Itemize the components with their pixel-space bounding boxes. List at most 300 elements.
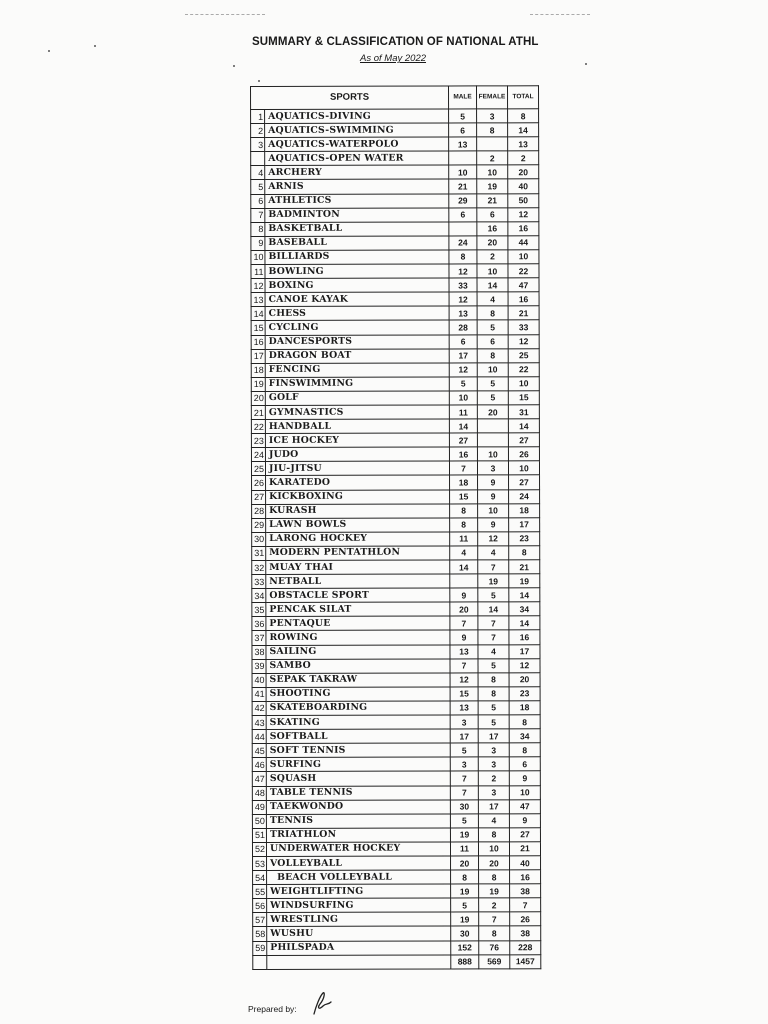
- total-male: 888: [451, 955, 479, 969]
- male-count: 29: [449, 193, 477, 207]
- female-count: 8: [478, 828, 509, 842]
- female-count: 3: [478, 757, 509, 771]
- table-row: [252, 602, 540, 617]
- female-count: 8: [477, 123, 508, 137]
- male-count: 7: [450, 616, 478, 630]
- table-row: [251, 405, 539, 420]
- total-count: 24: [509, 489, 540, 503]
- table-row: [251, 278, 539, 293]
- row-number: [251, 152, 265, 166]
- row-number: 31: [252, 546, 266, 560]
- row-number: 29: [252, 518, 266, 532]
- female-count: 5: [477, 391, 508, 405]
- total-count: 20: [508, 165, 539, 179]
- table-row: [251, 179, 539, 194]
- female-count: 10: [477, 447, 508, 461]
- female-count: 4: [477, 292, 508, 306]
- female-count: 3: [478, 785, 509, 799]
- male-count: 8: [449, 250, 477, 264]
- male-count: 27: [449, 433, 477, 447]
- scan-speck: [585, 63, 587, 65]
- table-row: [251, 306, 539, 321]
- total-count: 2: [508, 151, 539, 165]
- table-row: [252, 588, 540, 603]
- row-number: 7: [251, 208, 265, 222]
- male-count: 14: [450, 560, 478, 574]
- sport-name: ICE HOCKEY: [265, 433, 449, 448]
- sport-name: SAMBO: [266, 659, 450, 674]
- male-count: 6: [449, 208, 477, 222]
- row-number: 27: [252, 490, 266, 504]
- table-row: [252, 813, 540, 828]
- total-count: 14: [508, 123, 539, 137]
- female-count: 20: [479, 856, 510, 870]
- male-count: 5: [450, 743, 478, 757]
- total-count: 14: [508, 419, 539, 433]
- row-number: 10: [251, 250, 265, 264]
- male-count: 13: [449, 306, 477, 320]
- scan-speck: [233, 65, 235, 67]
- row-number: 49: [252, 800, 266, 814]
- female-count: 10: [477, 165, 508, 179]
- sport-name: DRAGON BOAT: [265, 349, 449, 364]
- female-count: 5: [478, 701, 509, 715]
- athletes-table: [250, 85, 541, 969]
- row-number: 55: [253, 885, 267, 899]
- table-row: [251, 433, 539, 448]
- total-count: 8: [508, 109, 539, 123]
- table-row: [251, 447, 539, 462]
- row-number: 36: [252, 617, 266, 631]
- female-count: 19: [478, 574, 509, 588]
- sport-name: ATHLETICS: [265, 194, 449, 209]
- row-number: 47: [252, 772, 266, 786]
- table-row: [252, 771, 540, 786]
- sport-name: KURASH: [266, 504, 450, 519]
- male-count: 30: [451, 926, 479, 940]
- document-subtitle: As of May 2022: [360, 53, 427, 64]
- female-count: [477, 433, 508, 447]
- table-row: [251, 193, 539, 208]
- table-row: [253, 912, 541, 927]
- male-count: 6: [449, 123, 477, 137]
- row-number: 18: [251, 363, 265, 377]
- total-count: 26: [508, 447, 539, 461]
- sport-name: NETBALL: [266, 574, 450, 589]
- sport-name: FINSWIMMING: [265, 377, 449, 392]
- total-count: 8: [509, 743, 540, 757]
- table-row: [251, 419, 539, 434]
- row-number: 16: [251, 335, 265, 349]
- total-count: 7: [510, 898, 541, 912]
- total-count: 21: [508, 306, 539, 320]
- sport-name: AQUATICS-DIVING: [265, 109, 449, 124]
- row-number: 44: [252, 730, 266, 744]
- row-number: 40: [252, 673, 266, 687]
- row-number: 43: [252, 715, 266, 729]
- row-number: 37: [252, 631, 266, 645]
- table-row: [252, 828, 540, 843]
- sport-name: ARCHERY: [265, 165, 449, 180]
- row-number: 32: [252, 560, 266, 574]
- female-count: 8: [478, 687, 509, 701]
- header-male: MALE: [449, 86, 477, 109]
- table-header-row: [251, 86, 539, 110]
- female-count: 8: [479, 926, 510, 940]
- female-count: 6: [477, 207, 508, 221]
- male-count: 16: [449, 447, 477, 461]
- table-row: [251, 123, 539, 138]
- table-row: [252, 743, 540, 758]
- table-row: [253, 940, 541, 955]
- male-count: 8: [451, 870, 479, 884]
- sport-name: JIU-JITSU: [265, 461, 449, 476]
- male-count: 10: [449, 165, 477, 179]
- total-count: 18: [509, 701, 540, 715]
- sport-name: PENTAQUE: [266, 616, 450, 631]
- row-number: 53: [253, 856, 267, 870]
- sport-name: SKATING: [266, 715, 450, 730]
- total-count: 44: [508, 236, 539, 250]
- sport-name: PHILSPADA: [267, 941, 451, 956]
- row-number: 25: [251, 462, 265, 476]
- table-row: [253, 898, 541, 913]
- document-title: SUMMARY & CLASSIFICATION OF NATIONAL ATHL: [252, 36, 539, 48]
- male-count: 24: [449, 236, 477, 250]
- table-row: [252, 503, 540, 518]
- female-count: 5: [478, 588, 509, 602]
- female-count: 16: [477, 222, 508, 236]
- total-count: 14: [509, 588, 540, 602]
- sport-name: BASEBALL: [265, 236, 449, 251]
- table-row: [252, 701, 540, 716]
- scan-artifact-line: [530, 14, 590, 16]
- female-count: 10: [478, 503, 509, 517]
- total-count: 17: [509, 644, 540, 658]
- sport-name: BADMINTON: [265, 208, 449, 223]
- female-count: 5: [477, 320, 508, 334]
- sport-name: TENNIS: [266, 814, 450, 829]
- total-count: 25: [508, 348, 539, 362]
- row-number: 57: [253, 913, 267, 927]
- row-number: 19: [251, 377, 265, 391]
- sport-name: BOWLING: [265, 264, 449, 279]
- row-number: 8: [251, 222, 265, 236]
- row-number: 35: [252, 603, 266, 617]
- row-number: 28: [252, 504, 266, 518]
- male-count: 5: [449, 377, 477, 391]
- female-count: [477, 419, 508, 433]
- total-count: 10: [508, 461, 539, 475]
- sport-name: GOLF: [265, 391, 449, 406]
- sport-name: WINDSURFING: [267, 898, 451, 913]
- female-count: 4: [478, 814, 509, 828]
- male-count: 12: [449, 264, 477, 278]
- table-row: [251, 461, 539, 476]
- total-count: 33: [508, 320, 539, 334]
- row-number: 3: [251, 138, 265, 152]
- male-count: 17: [450, 729, 478, 743]
- row-number: 13: [251, 293, 265, 307]
- total-count: 16: [509, 630, 540, 644]
- row-number: 14: [251, 307, 265, 321]
- male-count: 6: [449, 334, 477, 348]
- table-row: [252, 785, 540, 800]
- totals-label-cell: [267, 955, 451, 970]
- row-number: 4: [251, 166, 265, 180]
- table-row: [251, 362, 539, 377]
- male-count: 19: [451, 884, 479, 898]
- sport-name: BASKETBALL: [265, 222, 449, 237]
- row-number: 52: [252, 842, 266, 856]
- total-count: 38: [510, 926, 541, 940]
- male-count: 5: [449, 109, 477, 123]
- row-number: 46: [252, 758, 266, 772]
- sport-name: SAILING: [266, 645, 450, 660]
- male-count: [450, 574, 478, 588]
- female-count: 4: [478, 644, 509, 658]
- row-number: 50: [252, 814, 266, 828]
- sport-name: FENCING: [265, 363, 449, 378]
- sport-name: GYMNASTICS: [265, 405, 449, 420]
- table-row: [252, 687, 540, 702]
- male-count: 15: [450, 687, 478, 701]
- total-count: 34: [509, 602, 540, 616]
- row-number: 22: [251, 420, 265, 434]
- male-count: 152: [451, 940, 479, 954]
- sport-name: SEPAK TAKRAW: [266, 673, 450, 688]
- total-count: 6: [509, 757, 540, 771]
- female-count: 2: [478, 771, 509, 785]
- table-row: [252, 757, 540, 772]
- sport-name: AQUATICS-WATERPOLO: [265, 137, 449, 152]
- male-count: 30: [450, 799, 478, 813]
- table-row: [252, 475, 540, 490]
- row-number: 5: [251, 180, 265, 194]
- total-count: 34: [509, 729, 540, 743]
- female-count: 14: [478, 602, 509, 616]
- table-row: [251, 221, 539, 236]
- totals-row: [253, 954, 541, 969]
- total-count: 228: [510, 940, 541, 954]
- female-count: 10: [477, 264, 508, 278]
- row-number: 58: [253, 927, 267, 941]
- table-row: [252, 842, 540, 857]
- table-row: [252, 616, 540, 631]
- male-count: 8: [450, 518, 478, 532]
- table-row: [251, 348, 539, 363]
- total-count: 14: [509, 616, 540, 630]
- scan-speck: [94, 45, 96, 47]
- male-count: 5: [450, 814, 478, 828]
- male-count: 4: [450, 546, 478, 560]
- row-number: 41: [252, 687, 266, 701]
- table-row: [252, 658, 540, 673]
- total-count: 12: [508, 334, 539, 348]
- table-row: [251, 377, 539, 392]
- sport-name: OBSTACLE SPORT: [266, 588, 450, 603]
- sport-name: SURFING: [266, 757, 450, 772]
- row-number: 59: [253, 941, 267, 955]
- female-count: 9: [478, 489, 509, 503]
- row-number: 15: [251, 321, 265, 335]
- female-count: 2: [477, 250, 508, 264]
- total-count: 22: [508, 362, 539, 376]
- sport-name: SQUASH: [266, 771, 450, 786]
- table-row: [251, 250, 539, 265]
- table-row: [252, 799, 540, 814]
- male-count: 3: [450, 757, 478, 771]
- male-count: 7: [450, 785, 478, 799]
- female-count: 5: [478, 658, 509, 672]
- total-count: 16: [508, 292, 539, 306]
- row-number: 42: [252, 701, 266, 715]
- table-row: [251, 320, 539, 335]
- male-count: 21: [449, 179, 477, 193]
- row-number: 51: [252, 828, 266, 842]
- row-number: 39: [252, 659, 266, 673]
- table-row: [253, 856, 541, 871]
- female-count: 20: [477, 405, 508, 419]
- female-count: 19: [479, 884, 510, 898]
- male-count: 20: [450, 602, 478, 616]
- total-count: 20: [509, 672, 540, 686]
- female-count: 17: [478, 799, 509, 813]
- male-count: 11: [450, 532, 478, 546]
- row-number: 45: [252, 744, 266, 758]
- row-number: 11: [251, 264, 265, 278]
- table-row: [251, 391, 539, 406]
- male-count: [449, 151, 477, 165]
- table-row: [252, 630, 540, 645]
- male-count: 12: [449, 292, 477, 306]
- table-row: [251, 264, 539, 279]
- male-count: 15: [450, 489, 478, 503]
- female-count: 19: [477, 179, 508, 193]
- female-count: 9: [478, 518, 509, 532]
- row-number: 21: [251, 405, 265, 419]
- table-row: [251, 207, 539, 222]
- total-count: 27: [509, 828, 540, 842]
- male-count: 13: [449, 137, 477, 151]
- female-count: 20: [477, 236, 508, 250]
- table-row: [251, 137, 539, 152]
- table-row: [251, 334, 539, 349]
- row-number: 20: [251, 391, 265, 405]
- table-row: [252, 560, 540, 575]
- header-female: FEMALE: [477, 86, 508, 109]
- total-female: 569: [479, 954, 510, 968]
- total-count: 26: [510, 912, 541, 926]
- male-count: 17: [449, 348, 477, 362]
- male-count: 7: [450, 771, 478, 785]
- row-number: 6: [251, 194, 265, 208]
- female-count: 21: [477, 193, 508, 207]
- total-count: 27: [509, 475, 540, 489]
- row-number: 23: [251, 434, 265, 448]
- table-body: [251, 109, 541, 955]
- table-row: [251, 151, 539, 166]
- row-number: 9: [251, 236, 265, 250]
- table-row: [252, 574, 540, 589]
- male-count: 10: [449, 391, 477, 405]
- female-count: 5: [478, 715, 509, 729]
- row-number: 56: [253, 899, 267, 913]
- female-count: 3: [477, 109, 508, 123]
- male-count: 11: [450, 842, 478, 856]
- female-count: 8: [478, 673, 509, 687]
- male-count: 8: [450, 504, 478, 518]
- scan-artifact-line: [185, 14, 265, 16]
- male-count: 11: [449, 405, 477, 419]
- sport-name: TABLE TENNIS: [266, 785, 450, 800]
- sport-name: HANDBALL: [265, 419, 449, 434]
- sport-name: TRIATHLON: [266, 828, 450, 843]
- female-count: 7: [478, 630, 509, 644]
- sport-name: BEACH VOLLEYBALL: [267, 870, 451, 885]
- total-count: 12: [509, 658, 540, 672]
- total-count: 40: [508, 179, 539, 193]
- row-number: 33: [252, 575, 266, 589]
- row-number: 17: [251, 349, 265, 363]
- row-number: 54: [253, 871, 267, 885]
- sport-name: MUAY THAI: [266, 560, 450, 575]
- male-count: 14: [449, 419, 477, 433]
- sport-name: ARNIS: [265, 179, 449, 194]
- table-row: [253, 870, 541, 885]
- female-count: 8: [479, 870, 510, 884]
- header-total: TOTAL: [508, 86, 539, 109]
- total-count: 19: [509, 574, 540, 588]
- table-row: [253, 926, 541, 941]
- total-count: 13: [508, 137, 539, 151]
- female-count: 7: [478, 616, 509, 630]
- row-number: 38: [252, 645, 266, 659]
- sport-name: CYCLING: [265, 320, 449, 335]
- sport-name: WEIGHTLIFTING: [267, 884, 451, 899]
- table-row: [252, 517, 540, 532]
- sport-name: VOLLEYBALL: [267, 856, 451, 871]
- total-count: 21: [509, 842, 540, 856]
- sport-name: UNDERWATER HOCKEY: [266, 842, 450, 857]
- female-count: 10: [477, 363, 508, 377]
- sport-name: SHOOTING: [266, 687, 450, 702]
- total-count: 27: [508, 433, 539, 447]
- male-count: [449, 222, 477, 236]
- total-count: 38: [510, 884, 541, 898]
- male-count: 9: [450, 630, 478, 644]
- table-row: [252, 489, 540, 504]
- sport-name: DANCESPORTS: [265, 334, 449, 349]
- table-row: [251, 236, 539, 251]
- total-count: 16: [508, 221, 539, 235]
- sport-name: WUSHU: [267, 926, 451, 941]
- male-count: 28: [449, 320, 477, 334]
- female-count: 5: [477, 377, 508, 391]
- row-number: 26: [252, 476, 266, 490]
- male-count: 12: [450, 673, 478, 687]
- sport-name: MODERN PENTATHLON: [266, 546, 450, 561]
- sport-name: ROWING: [266, 630, 450, 645]
- female-count: 10: [478, 842, 509, 856]
- row-number: 24: [251, 448, 265, 462]
- totals-spacer: [253, 955, 267, 969]
- row-number: 30: [252, 532, 266, 546]
- female-count: 8: [477, 306, 508, 320]
- female-count: 14: [477, 278, 508, 292]
- total-count: 12: [508, 207, 539, 221]
- sport-name: KICKBOXING: [266, 490, 450, 505]
